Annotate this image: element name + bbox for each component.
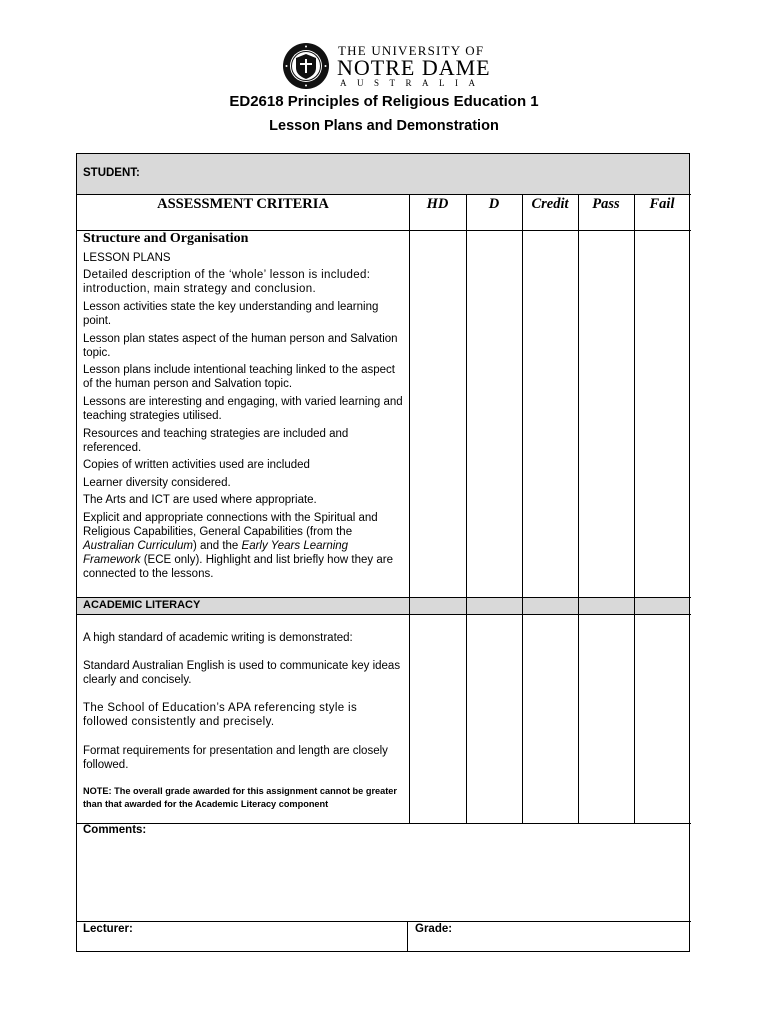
row-divider: [76, 921, 691, 922]
row-divider: [76, 823, 691, 824]
criterion-item: Copies of written activities used are included: [83, 459, 310, 471]
student-label: STUDENT:: [83, 167, 140, 179]
grade-header-pass: Pass: [592, 196, 620, 212]
grade-header-hd: HD: [426, 196, 449, 212]
criterion-item: Detailed description of the ‘whole’ lesson is included: introduction, main strategy and conclusion.: [83, 269, 371, 295]
university-seal-icon: [282, 42, 330, 90]
criterion-item: Lessons are interesting and engaging, with varied learning and teaching strategies utilised.: [83, 396, 403, 422]
lecturer-label: Lecturer:: [83, 923, 133, 935]
logo-line-3: AUSTRALIA: [340, 78, 486, 88]
criterion-item: Lesson plans include intentional teaching linked to the aspect of the human person and Salvation topic.: [83, 364, 395, 390]
grade-label: Grade:: [415, 923, 453, 935]
criterion-text: Explicit and appropriate connections with the Spiritual and Religious Capabilities, General Capabilities (from the: [83, 512, 378, 538]
criterion-text: ) and the: [192, 540, 242, 552]
academic-criterion: The School of Education’s APA referencing style is followed consistently and precisely.: [83, 702, 358, 728]
grade-header-credit: Credit: [531, 196, 569, 212]
logo-line-2: NOTRE DAME: [337, 55, 491, 80]
comments-label: Comments:: [83, 824, 147, 836]
assessment-criteria-header: ASSESSMENT CRITERIA: [157, 196, 329, 212]
document-subtitle: Lesson Plans and Demonstration: [269, 118, 499, 134]
structure-section-title: Structure and Organisation: [83, 231, 249, 246]
course-title: ED2618 Principles of Religious Education 1: [229, 93, 539, 110]
academic-literacy-title: ACADEMIC LITERACY: [83, 599, 201, 611]
framework-reference: Early Years Learning Framework: [83, 540, 349, 566]
university-logo: [282, 42, 492, 92]
criterion-item: The Arts and ICT are used where appropriate.: [83, 494, 317, 506]
column-divider: [634, 194, 635, 824]
column-divider: [466, 194, 467, 824]
grade-header-fail: Fail: [649, 196, 675, 212]
criterion-item: Lesson plan states aspect of the human person and Salvation topic.: [83, 333, 398, 359]
criterion-text: (ECE only). Highlight and list briefly how they are connected to the lessons.: [83, 554, 393, 580]
column-divider: [578, 194, 579, 824]
curriculum-reference: Australian Curriculum: [83, 540, 193, 552]
column-divider: [407, 921, 408, 952]
criterion-item: Resources and teaching strategies are included and referenced.: [83, 428, 349, 454]
column-divider: [409, 194, 410, 824]
academic-criterion: A high standard of academic writing is demonstrated:: [83, 632, 353, 644]
criterion-item: Lesson activities state the key understanding and learning point.: [83, 301, 379, 327]
criterion-lesson-plans: LESSON PLANS: [83, 252, 171, 264]
criterion-capabilities: [83, 511, 405, 581]
row-divider: [76, 194, 691, 195]
academic-criterion: Format requirements for presentation and length are closely followed.: [83, 745, 388, 771]
academic-literacy-note: NOTE: The overall grade awarded for this assignment cannot be greater than that awarded for the Academic Literacy component: [83, 786, 397, 809]
logo-line-1: THE UNIVERSITY OF: [338, 43, 485, 58]
academic-criterion: Standard Australian English is used to communicate key ideas clearly and concisely.: [83, 660, 401, 686]
criterion-item: Learner diversity considered.: [83, 477, 231, 489]
row-divider: [76, 597, 691, 598]
row-divider: [76, 614, 691, 615]
grade-header-d: D: [488, 196, 500, 212]
column-divider: [522, 194, 523, 824]
